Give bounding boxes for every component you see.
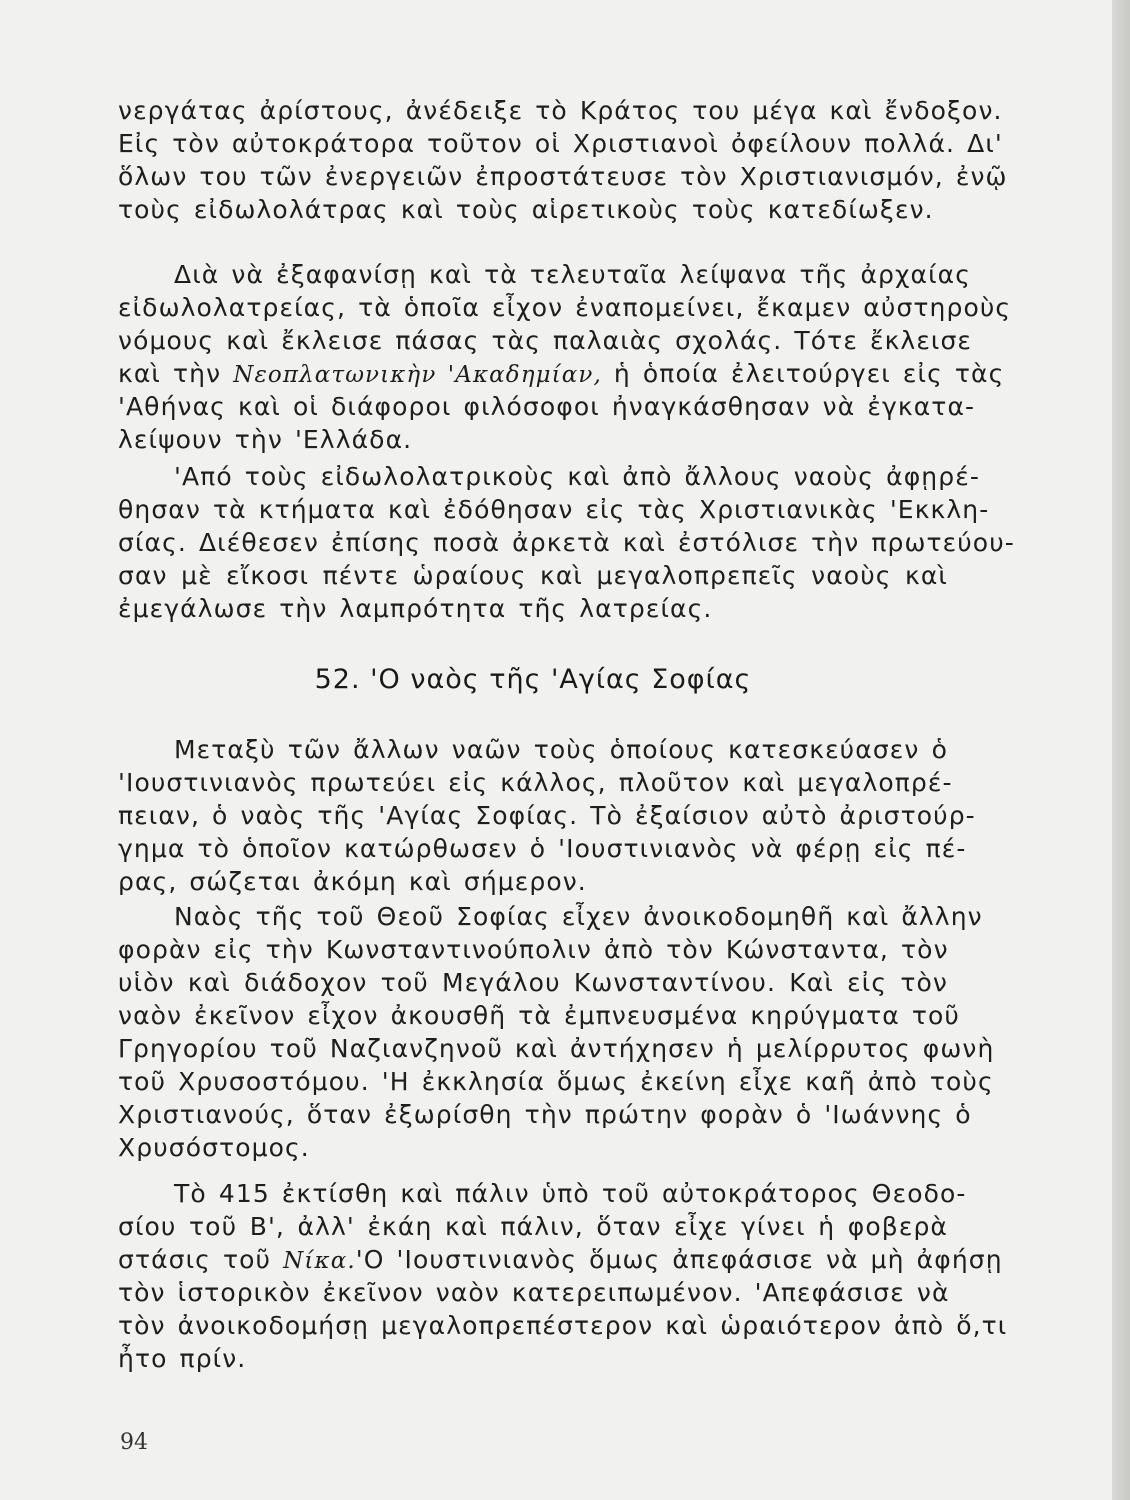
section-heading: 52. 'Ο ναὸς τῆς 'Αγίας Σοφίας [314, 664, 752, 695]
text-line: νόμους καὶ ἔκλεισε πάσας τὰς παλαιὰς σχολάς. Τότε ἔκλεισε [118, 326, 973, 355]
text-line [118, 357, 1005, 390]
text-line: τὸν ἱστορικὸν ἐκεῖνον ναὸν κατερειπωμένον. 'Απεφάσισε νὰ [118, 1278, 950, 1307]
text-line: ὅλων του τῶν ἐνεργειῶν ἐπροστάτευσε τὸν Χριστιανισμόν, ἐνῷ [118, 162, 1008, 191]
text-line: φορὰν εἰς τὴν Κωνσταντινούπολιν ἀπὸ τὸν Κώνσταντα, τὸν [118, 935, 949, 964]
text-line [118, 1243, 1003, 1276]
page-number: 94 [120, 1430, 148, 1455]
paragraph-4 [118, 733, 976, 898]
text-line: ρας, σώζεται ἀκόμη καὶ σήμερον. [118, 867, 587, 896]
text-line: σίας. Διέθεσεν ἐπίσης ποσὰ ἀρκετὰ καὶ ἐστόλισε τὴν πρωτεύου- [118, 528, 1015, 557]
text-line: 'Από τοὺς εἰδωλολατρικοὺς καὶ ἀπὸ ἄλλους ναοὺς ἀφῃρέ- [174, 462, 980, 491]
page-edge [1112, 0, 1130, 1500]
text-line: πειαν, ὁ ναὸς τῆς 'Αγίας Σοφίας. Τὸ ἐξαίσιον αὐτὸ ἀριστούρ- [118, 801, 976, 830]
text-line: Χρυσόστομος. [118, 1133, 310, 1162]
text-line: Τὸ 415 ἐκτίσθη καὶ πάλιν ὑπὸ τοῦ αὐτοκράτορος Θεοδο- [174, 1179, 967, 1208]
text-line: γημα τὸ ὁποῖον κατώρθωσεν ὁ 'Ιουστινιανὸς νὰ φέρῃ εἰς πέ- [118, 834, 967, 863]
italic-title: Νεοπλατωνικὴν 'Ακαδημίαν, [233, 362, 602, 388]
text-line: σίου τοῦ Β', ἀλλ' ἐκάη καὶ πάλιν, ὅταν εἶχε γίνει ἡ φοβερὰ [118, 1212, 948, 1241]
text-line: σαν μὲ εἴκοσι πέντε ὡραίους καὶ μεγαλοπρεπεῖς ναοὺς καὶ [118, 561, 948, 590]
paragraph-6 [118, 1177, 1008, 1375]
text-fragment: ἡ ὁποία ἐλειτούργει εἰς τὰς [613, 359, 1005, 388]
text-line: υἱὸν καὶ διάδοχον τοῦ Μεγάλου Κωνσταντίνου. Καὶ εἰς τὸν [118, 968, 948, 997]
text-line: ἦτο πρίν. [118, 1344, 247, 1373]
text-line: Χριστιανούς, ὅταν ἐξωρίσθη τὴν πρώτην φορὰν ὁ 'Ιωάννης ὁ [118, 1100, 972, 1129]
text-line: θησαν τὰ κτήματα καὶ ἐδόθησαν εἰς τὰς Χριστιανικὰς 'Εκκλη- [118, 495, 990, 524]
text-line: 'Ιουστινιανὸς πρωτεύει εἰς κάλλος, πλοῦτον καὶ μεγαλοπρέ- [118, 768, 953, 797]
text-line: Ναὸς τῆς τοῦ Θεοῦ Σοφίας εἶχεν ἀνοικοδομηθῆ καὶ ἄλλην [174, 902, 983, 931]
text-line: Γρηγορίου τοῦ Ναζιανζηνοῦ καὶ ἀντήχησεν ἡ μελίρρυτος φωνὴ [118, 1034, 995, 1063]
text-fragment: καὶ τὴν [118, 359, 222, 388]
text-line: Εἰς τὸν αὐτοκράτορα τοῦτον οἱ Χριστιανοὶ ὀφείλουν πολλά. Δι' [118, 129, 1003, 158]
text-fragment: 'Ο 'Ιουστινιανὸς ὅμως ἀπεφάσισε νὰ μὴ ἀφήσῃ [355, 1245, 1003, 1274]
text-line: εἰδωλολατρείας, τὰ ὁποῖα εἶχον ἐναπομείνει, ἔκαμεν αὐστηροὺς [118, 293, 1012, 322]
text-line: τοὺς εἰδωλολάτρας καὶ τοὺς αἱρετικοὺς τοὺς κατεδίωξεν. [118, 195, 934, 224]
paragraph-5 [118, 900, 995, 1164]
text-line: νεργάτας ἀρίστους, ἀνέδειξε τὸ Κράτος του μέγα καὶ ἔνδοξον. [118, 96, 1003, 125]
text-line: Μεταξὺ τῶν ἄλλων ναῶν τοὺς ὁποίους κατεσκεύασεν ὁ [174, 735, 948, 764]
text-fragment: στάσις τοῦ [118, 1245, 272, 1274]
paragraph-2 [118, 258, 1012, 456]
paragraph-3 [118, 460, 1015, 625]
italic-word: Νίκα. [283, 1248, 356, 1274]
text-line: ἐμεγάλωσε τὴν λαμπρότητα τῆς λατρείας. [118, 594, 713, 623]
text-line: ναὸν ἐκεῖνον εἶχον ἀκουσθῆ τὰ ἐμπνευσμένα κηρύγματα τοῦ [118, 1001, 960, 1030]
text-line: 'Αθήνας καὶ οἱ διάφοροι φιλόσοφοι ἠναγκάσθησαν νὰ ἐγκατα- [118, 392, 976, 421]
text-line: Διὰ νὰ ἐξαφανίσῃ καὶ τὰ τελευταῖα λείψανα τῆς ἀρχαίας [174, 260, 972, 289]
text-line: λείψουν τὴν 'Ελλάδα. [118, 425, 413, 454]
paragraph-1 [118, 94, 1008, 226]
text-line: τὸν ἀνοικοδομήσῃ μεγαλοπρεπέστερον καὶ ὡραιότερον ἀπὸ ὅ,τι [118, 1311, 1008, 1340]
text-line: τοῦ Χρυσοστόμου. 'Η ἐκκλησία ὅμως ἐκείνη εἶχε καῆ ἀπὸ τοὺς [118, 1067, 994, 1096]
